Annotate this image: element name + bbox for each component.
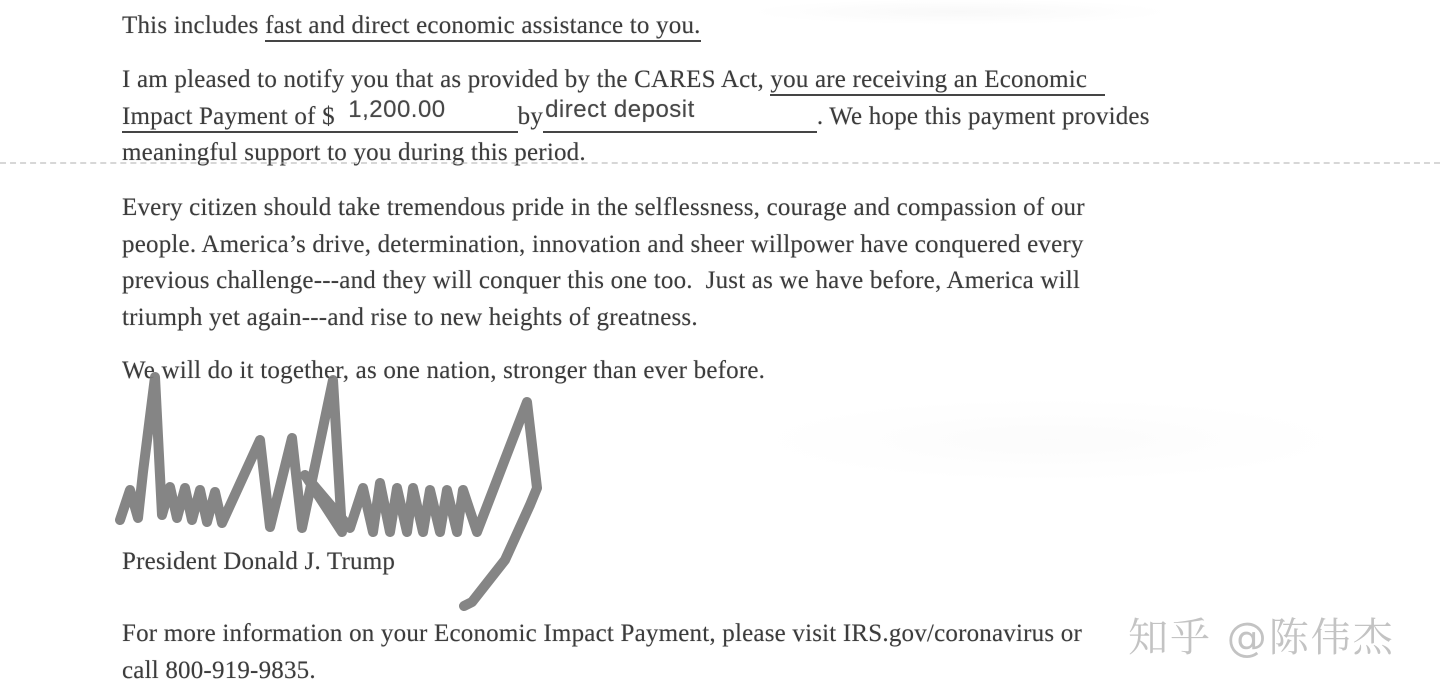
- zhihu-watermark: 知乎 @陈伟杰: [1128, 615, 1395, 661]
- pride-line4: triumph yet again---and rise to new heights of greatness.: [122, 303, 698, 331]
- pride-line1: Every citizen should take tremendous pride in the selflessness, courage and compassion of our: [122, 194, 1085, 221]
- scan-fold-line: [0, 162, 1440, 164]
- method-fill: direct deposit: [545, 95, 695, 123]
- payment-line2-lead: Impact Payment of $: [122, 102, 342, 130]
- signature-icon: [105, 360, 575, 622]
- para-together: [122, 353, 765, 390]
- pride-line3: previous challenge---and they will conquer this one too. Just as we have before, America will: [122, 267, 1081, 294]
- amount-fill: 1,200.00: [348, 95, 446, 123]
- method-underline: [543, 95, 817, 133]
- trailing-underline: [1087, 85, 1105, 87]
- para-intro-underlined: fast and direct economic assistance to you.: [265, 12, 701, 42]
- more-info-line2: call 800-919-9835.: [122, 656, 316, 684]
- para-payment: [122, 62, 1150, 172]
- payment-line1-lead: I am pleased to notify you that as provided by the CARES Act,: [122, 66, 771, 93]
- para-intro-lead: This includes: [122, 12, 266, 39]
- more-info-line1: For more information on your Economic Impact Payment, please visit IRS.gov/coronavirus or: [122, 620, 1082, 647]
- amount-blank: [446, 122, 518, 124]
- para-pride: [122, 190, 1085, 336]
- payment-line2-tail: . We hope this payment provides: [816, 102, 1150, 130]
- para-more-info: [122, 616, 1082, 689]
- payment-line3: meaningful support to you during this period.: [122, 139, 586, 166]
- pride-line2: people. America’s drive, determination, innovation and sheer willpower have conquered every: [122, 230, 1084, 258]
- amount-underline: [122, 95, 518, 133]
- payment-line1-underlined: you are receiving an Economic: [770, 66, 1087, 96]
- together-line: We will do it together, as one nation, stronger than ever before.: [122, 357, 766, 384]
- by-label: by: [517, 102, 544, 130]
- signer-name: [122, 544, 395, 581]
- signer-name-text: President Donald J. Trump: [122, 548, 396, 575]
- method-blank: [695, 122, 817, 124]
- para-intro: [122, 8, 701, 45]
